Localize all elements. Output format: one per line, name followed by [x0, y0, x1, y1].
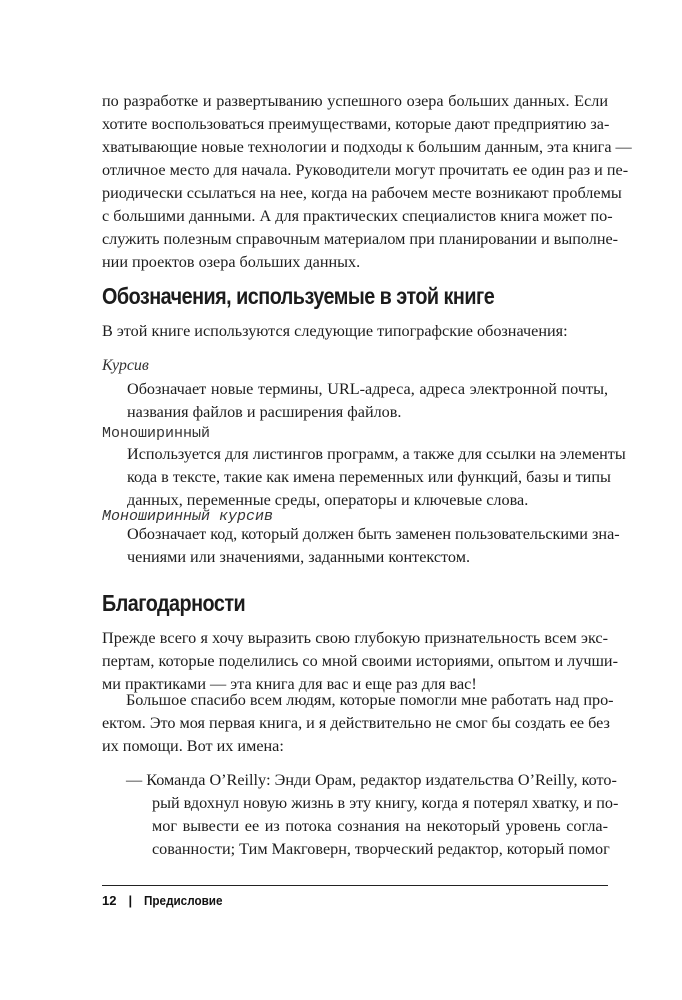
text-line: сованности; Тим Макговерн, творческий редактор, который помог: [152, 840, 610, 858]
conventions-heading: Обозначения, используемые в этой книге: [102, 283, 495, 309]
text-line: хотите воспользоваться преимуществами, которые дают предприятию за-: [102, 115, 610, 133]
text-line: по разработке и развертыванию успешного озера больших данных. Если: [102, 92, 608, 110]
running-section-title: Предисловие: [144, 893, 223, 908]
intro-paragraph: [102, 90, 632, 274]
term-monospace: Моноширинный: [102, 425, 211, 442]
term-monospace-italic-definition: [127, 523, 620, 569]
text-line: Большое спасибо всем людям, которые помогли мне работать над про-: [126, 691, 614, 709]
term-monospace-definition: [127, 443, 626, 512]
text-line: их помощи. Вот их имена:: [102, 737, 284, 755]
text-line: В этой книге используются следующие типографские обозначения:: [102, 322, 568, 340]
acknowledgements-heading: Благодарности: [102, 590, 246, 616]
text-line: кода в тексте, такие как имена переменных или функций, базы и типы: [127, 468, 611, 486]
text-line: служить полезным справочным материалом при планировании и выполне-: [102, 230, 619, 248]
text-line: чениями или значениями, заданными контекстом.: [127, 548, 470, 566]
text-line: с большими данными. А для практических специалистов книга может по-: [102, 207, 613, 225]
text-line: ми практиками — эта книга для вас и еще раз для вас!: [102, 675, 477, 693]
text-line: Обозначает новые термины, URL-адреса, адреса электронной почты,: [127, 380, 608, 398]
text-line: риодически ссылаться на нее, когда на рабочем месте возникают проблемы: [102, 184, 622, 202]
term-monospace-italic: Моноширинный курсив: [102, 508, 274, 525]
text-line: отличное место для начала. Руководители могут прочитать ее один раз и пе-: [102, 161, 629, 179]
text-line: хватывающие новые технологии и подходы к большим данным, эта книга —: [102, 138, 632, 156]
acknowledgements-paragraph-1: [102, 627, 618, 696]
text-line: данных, переменные среды, операторы и ключевые слова.: [127, 491, 529, 509]
text-line: названия файлов и расширения файлов.: [127, 403, 402, 421]
conventions-lead: [102, 320, 608, 343]
text-line: ектом. Это моя первая книга, и я действительно не смог бы создать ее без: [102, 714, 610, 732]
text-line: Используется для листингов программ, а также для ссылки на элементы: [127, 445, 626, 463]
footer-separator: |: [128, 893, 133, 908]
text-line: пертам, которые поделились со мной своими историями, опытом и лучши-: [102, 652, 618, 670]
page-footer: [102, 893, 231, 908]
page-number: 12: [102, 893, 117, 908]
text-line: мог вывести ее из потока сознания на некоторый уровень согла-: [152, 817, 608, 835]
term-italic-definition: [127, 378, 608, 424]
text-line: нии проектов озера больших данных.: [102, 253, 361, 271]
footer-divider: [102, 885, 608, 886]
acknowledgements-paragraph-2: [102, 689, 614, 758]
text-line: Обозначает код, который должен быть заменен пользовательскими зна-: [127, 525, 620, 543]
text-line: — Команда O’Reilly: Энди Орам, редактор издательства O’Reilly, кото-: [126, 771, 617, 789]
text-line: Прежде всего я хочу выразить свою глубокую признательность всем экс-: [102, 629, 608, 647]
text-line: рый вдохнул новую жизнь в эту книгу, когда я потерял хватку, и по-: [152, 794, 619, 812]
acknowledgements-list-item: [102, 769, 619, 861]
term-italic: Курсив: [102, 357, 149, 374]
